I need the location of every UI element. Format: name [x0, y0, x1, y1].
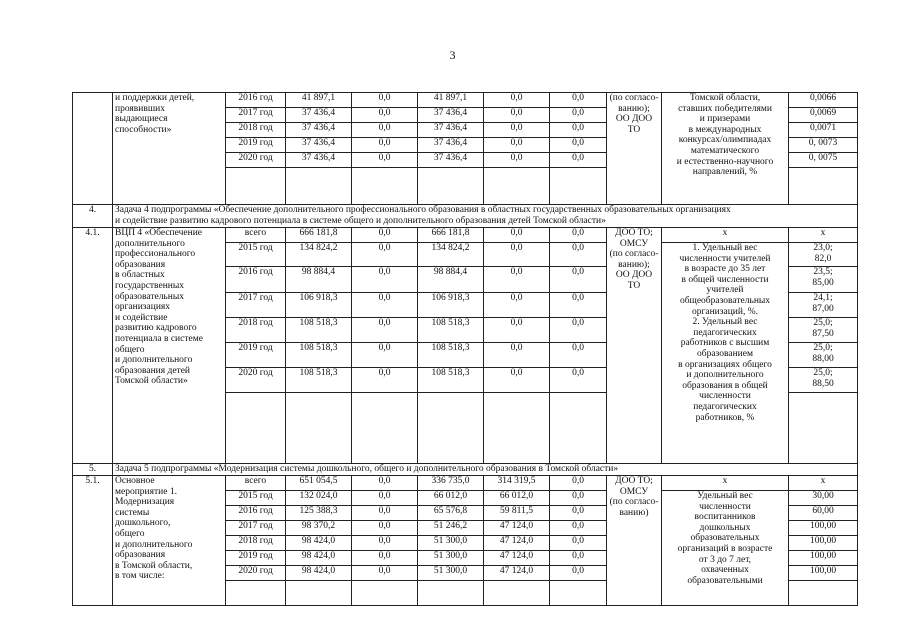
- indicator-value: 0, 0075: [789, 153, 858, 168]
- empty-cell: [484, 581, 550, 606]
- federal-cell: 0,0: [352, 566, 418, 581]
- indicator-value: 100,00: [789, 566, 858, 581]
- table-row: [73, 476, 858, 491]
- local-cell: 47 124,0: [484, 551, 550, 566]
- row-number: 5.1.: [73, 476, 113, 606]
- federal-cell: 0,0: [352, 343, 418, 368]
- regional-cell: 98 884,4: [418, 267, 484, 293]
- indicator-cell: Удельный вес численности воспитанников дошкольных образовательных организаций в возрасте от 3 до 7 лет, охваченных образовательными: [662, 491, 789, 606]
- empty-cell: [286, 581, 352, 606]
- indicator-value: 100,00: [789, 536, 858, 551]
- regional-cell: 37 436,4: [418, 153, 484, 168]
- local-cell: 47 124,0: [484, 521, 550, 536]
- regional-cell: 51 300,0: [418, 551, 484, 566]
- indicator-value: 25,0; 88,50: [789, 368, 858, 393]
- regional-cell: 106 918,3: [418, 293, 484, 318]
- year-cell: 2019 год: [226, 343, 286, 368]
- empty-cell: [418, 581, 484, 606]
- year-cell: 2019 год: [226, 138, 286, 153]
- empty-cell: [484, 168, 550, 205]
- local-cell: 47 124,0: [484, 566, 550, 581]
- row-number: 4.1.: [73, 228, 113, 464]
- local-cell: 0,0: [484, 153, 550, 168]
- other-cell: 0,0: [550, 123, 607, 138]
- local-cell: 0,0: [484, 293, 550, 318]
- regional-cell: 66 012,0: [418, 491, 484, 506]
- regional-cell: 108 518,3: [418, 343, 484, 368]
- total-cell: 98 370,2: [286, 521, 352, 536]
- other-cell: 0,0: [550, 506, 607, 521]
- year-cell: 2017 год: [226, 293, 286, 318]
- empty-cell: [226, 581, 286, 606]
- local-cell: 66 012,0: [484, 491, 550, 506]
- total-cell: 98 424,0: [286, 551, 352, 566]
- indicator-x: х: [662, 228, 789, 243]
- indicator-cell: 1. Удельный вес численности учителей в возрасте до 35 лет в общей численности учителей общеобразовательных организаций, %. 2. Удельный вес педагогических работников с высшим образованием в организациях общего и дополнительного образования в общей численности педагогических работников, %: [662, 243, 789, 464]
- year-cell: 2016 год: [226, 267, 286, 293]
- regional-cell: 134 824,2: [418, 243, 484, 267]
- task-title: Задача 5 подпрограммы «Модернизация системы дошкольного, общего и дополнительного образования в Томской области»: [113, 464, 858, 476]
- total-cell: 98 424,0: [286, 566, 352, 581]
- year-cell: 2020 год: [226, 566, 286, 581]
- year-cell: 2016 год: [226, 506, 286, 521]
- total-cell: 41 897,1: [286, 93, 352, 108]
- indicator-cell: Томской области, ставших победителями и призерами в международных конкурсах/олимпиадах математического и естественно-научного направлений, %: [662, 93, 789, 205]
- indicator-value: 100,00: [789, 551, 858, 566]
- regional-cell: 108 518,3: [418, 368, 484, 393]
- regional-cell: 666 181,8: [418, 228, 484, 243]
- year-cell: 2019 год: [226, 551, 286, 566]
- other-cell: 0,0: [550, 536, 607, 551]
- total-cell: 651 054,5: [286, 476, 352, 491]
- indicator-value: 0,0069: [789, 108, 858, 123]
- table-row: [73, 93, 858, 108]
- federal-cell: 0,0: [352, 153, 418, 168]
- total-cell: 37 436,4: [286, 108, 352, 123]
- year-cell: 2017 год: [226, 521, 286, 536]
- other-cell: 0,0: [550, 293, 607, 318]
- empty-cell: [789, 581, 858, 606]
- federal-cell: 0,0: [352, 243, 418, 267]
- executor-cell: ДОО ТО; ОМСУ (по согласо- ванию): [607, 476, 662, 606]
- total-cell: 666 181,8: [286, 228, 352, 243]
- other-cell: 0,0: [550, 93, 607, 108]
- other-cell: 0,0: [550, 153, 607, 168]
- total-cell: 37 436,4: [286, 138, 352, 153]
- year-cell: 2020 год: [226, 153, 286, 168]
- federal-cell: 0,0: [352, 476, 418, 491]
- total-cell: 108 518,3: [286, 318, 352, 343]
- federal-cell: 0,0: [352, 123, 418, 138]
- indicator-value: 25,0; 88,00: [789, 343, 858, 368]
- local-cell: 0,0: [484, 138, 550, 153]
- other-cell: 0,0: [550, 476, 607, 491]
- other-cell: 0,0: [550, 243, 607, 267]
- federal-cell: 0,0: [352, 267, 418, 293]
- indicator-value: 23,0; 82,0: [789, 243, 858, 267]
- indicator-value: 60,00: [789, 506, 858, 521]
- regional-cell: 108 518,3: [418, 318, 484, 343]
- regional-cell: 51 246,2: [418, 521, 484, 536]
- executor-cell: ДОО ТО; ОМСУ (по согласо- ванию); ОО ДОО ТО: [607, 228, 662, 464]
- other-cell: 0,0: [550, 228, 607, 243]
- other-cell: 0,0: [550, 566, 607, 581]
- empty-cell: [286, 168, 352, 205]
- activity-name: и поддержки детей, проявивших выдающиеся способности»: [113, 93, 226, 205]
- regional-cell: 51 300,0: [418, 566, 484, 581]
- local-cell: 0,0: [484, 123, 550, 138]
- regional-cell: 37 436,4: [418, 108, 484, 123]
- regional-cell: 336 735,0: [418, 476, 484, 491]
- year-cell: 2018 год: [226, 536, 286, 551]
- local-cell: 0,0: [484, 368, 550, 393]
- federal-cell: 0,0: [352, 108, 418, 123]
- local-cell: 0,0: [484, 108, 550, 123]
- empty-cell: [550, 168, 607, 205]
- other-cell: 0,0: [550, 318, 607, 343]
- total-cell: 108 518,3: [286, 343, 352, 368]
- year-cell: 2016 год: [226, 93, 286, 108]
- local-cell: 0,0: [484, 267, 550, 293]
- empty-cell: [484, 393, 550, 464]
- other-cell: 0,0: [550, 491, 607, 506]
- task-title: Задача 4 подпрограммы «Обеспечение дополнительного профессионального образования в областных государственных образовательных организациях и содействие развитию кадрового потенциала в системе общего и дополнительного образования детей Томской области»: [113, 205, 858, 228]
- row-number: [73, 93, 113, 205]
- empty-cell: [789, 168, 858, 205]
- indicator-value: х: [789, 228, 858, 243]
- indicator-value: 0,0071: [789, 123, 858, 138]
- total-cell: 132 024,0: [286, 491, 352, 506]
- program-table: [72, 92, 858, 606]
- regional-cell: 65 576,8: [418, 506, 484, 521]
- year-cell: 2015 год: [226, 243, 286, 267]
- regional-cell: 37 436,4: [418, 138, 484, 153]
- total-cell: 125 388,3: [286, 506, 352, 521]
- indicator-value: 0,0066: [789, 93, 858, 108]
- task-row: [73, 205, 858, 228]
- year-cell: 2018 год: [226, 318, 286, 343]
- other-cell: 0,0: [550, 138, 607, 153]
- year-cell: всего: [226, 228, 286, 243]
- regional-cell: 51 300,0: [418, 536, 484, 551]
- empty-cell: [789, 393, 858, 464]
- local-cell: 0,0: [484, 243, 550, 267]
- indicator-value: х: [789, 476, 858, 491]
- empty-cell: [352, 581, 418, 606]
- year-cell: 2018 год: [226, 123, 286, 138]
- empty-cell: [418, 168, 484, 205]
- indicator-value: 25,0; 87,50: [789, 318, 858, 343]
- year-cell: всего: [226, 476, 286, 491]
- indicator-value: 23,5; 85,00: [789, 267, 858, 293]
- total-cell: 108 518,3: [286, 368, 352, 393]
- year-cell: 2015 год: [226, 491, 286, 506]
- empty-cell: [352, 393, 418, 464]
- total-cell: 37 436,4: [286, 123, 352, 138]
- local-cell: 314 319,5: [484, 476, 550, 491]
- empty-cell: [550, 581, 607, 606]
- federal-cell: 0,0: [352, 536, 418, 551]
- task-row: [73, 464, 858, 476]
- page-number: 3: [449, 48, 456, 62]
- federal-cell: 0,0: [352, 228, 418, 243]
- local-cell: 0,0: [484, 318, 550, 343]
- federal-cell: 0,0: [352, 318, 418, 343]
- total-cell: 134 824,2: [286, 243, 352, 267]
- other-cell: 0,0: [550, 551, 607, 566]
- federal-cell: 0,0: [352, 506, 418, 521]
- indicator-value: 100,00: [789, 521, 858, 536]
- local-cell: 0,0: [484, 228, 550, 243]
- federal-cell: 0,0: [352, 293, 418, 318]
- activity-name: ВЦП 4 «Обеспечение дополнительного профессионального образования в областных государственных образовательных организациях и содействие развитию кадрового потенциала в системе общего и дополнительного образования детей Томской области»: [113, 228, 226, 464]
- total-cell: 98 424,0: [286, 536, 352, 551]
- indicator-value: 30,00: [789, 491, 858, 506]
- empty-cell: [418, 393, 484, 464]
- total-cell: 37 436,4: [286, 153, 352, 168]
- local-cell: 0,0: [484, 93, 550, 108]
- activity-name: Основное мероприятие 1. Модернизация системы дошкольного, общего и дополнительного образования в Томской области, в том числе:: [113, 476, 226, 606]
- other-cell: 0,0: [550, 108, 607, 123]
- local-cell: 59 811,5: [484, 506, 550, 521]
- task-number: 4.: [73, 205, 113, 228]
- local-cell: 0,0: [484, 343, 550, 368]
- federal-cell: 0,0: [352, 138, 418, 153]
- federal-cell: 0,0: [352, 521, 418, 536]
- regional-cell: 37 436,4: [418, 123, 484, 138]
- table-row: [73, 228, 858, 243]
- indicator-value: 24,1; 87,00: [789, 293, 858, 318]
- regional-cell: 41 897,1: [418, 93, 484, 108]
- empty-cell: [550, 393, 607, 464]
- local-cell: 47 124,0: [484, 536, 550, 551]
- year-cell: 2020 год: [226, 368, 286, 393]
- empty-cell: [226, 168, 286, 205]
- other-cell: 0,0: [550, 368, 607, 393]
- other-cell: 0,0: [550, 521, 607, 536]
- empty-cell: [226, 393, 286, 464]
- empty-cell: [352, 168, 418, 205]
- executor-cell: (по согласо- ванию); ОО ДОО ТО: [607, 93, 662, 205]
- federal-cell: 0,0: [352, 368, 418, 393]
- total-cell: 106 918,3: [286, 293, 352, 318]
- total-cell: 98 884,4: [286, 267, 352, 293]
- empty-cell: [286, 393, 352, 464]
- other-cell: 0,0: [550, 267, 607, 293]
- other-cell: 0,0: [550, 343, 607, 368]
- task-number: 5.: [73, 464, 113, 476]
- year-cell: 2017 год: [226, 108, 286, 123]
- federal-cell: 0,0: [352, 491, 418, 506]
- indicator-value: 0, 0073: [789, 138, 858, 153]
- indicator-x: х: [662, 476, 789, 491]
- federal-cell: 0,0: [352, 93, 418, 108]
- federal-cell: 0,0: [352, 551, 418, 566]
